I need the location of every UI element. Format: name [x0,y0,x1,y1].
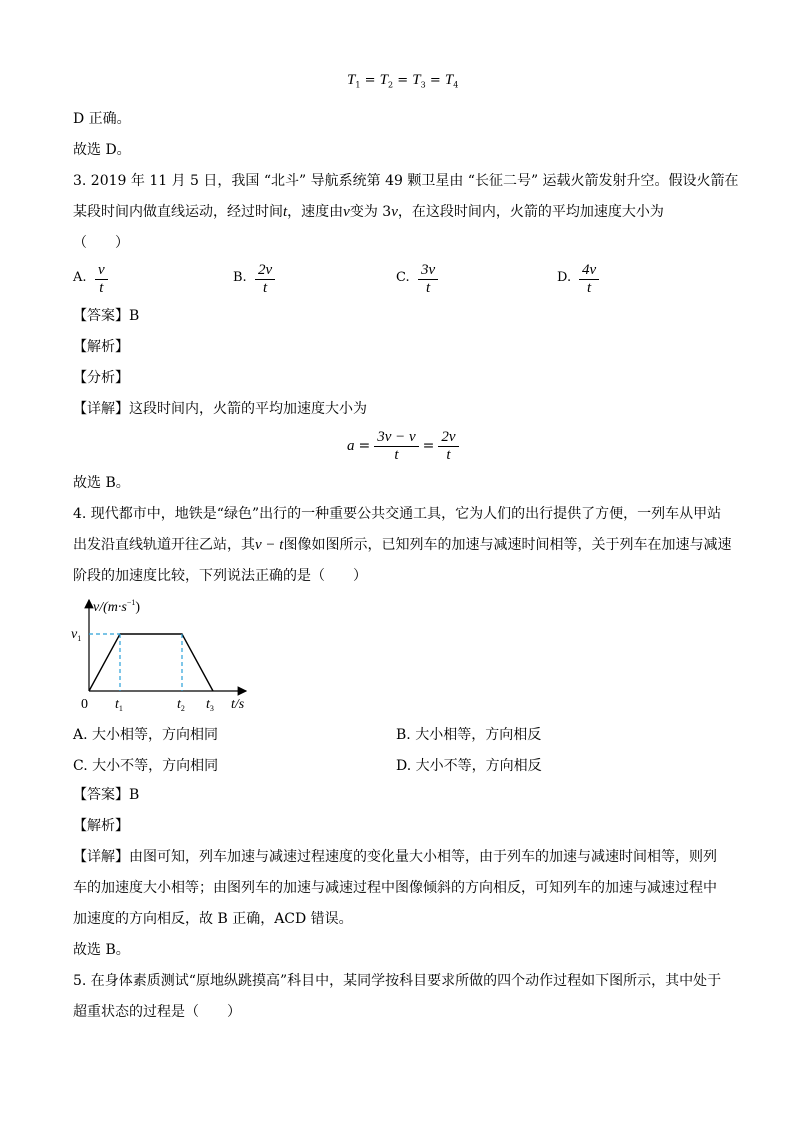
q3-formula [347,426,459,466]
frac-num: 3v [418,262,438,280]
q4-option-a [73,724,218,744]
frac-num: 2v [438,429,458,447]
t2-label [177,697,185,713]
formula-frac-1 [374,429,418,464]
formula-term: T [379,72,388,88]
formula-eq: = [429,73,441,88]
q2-choice: 故选 D。 [73,142,131,158]
formula-eq: = [364,73,376,88]
option-label: A. [73,727,88,743]
q4-option-b [396,724,541,744]
frac-den: t [446,446,451,463]
formula-term: T [412,72,421,88]
frac-num: 4v [579,262,599,280]
q2-conclusion-d: D 正确。 [73,111,131,127]
formula-sub: 3 [420,80,426,90]
y-axis-label-close: ) [135,600,141,615]
option-text: 大小不等，方向相同 [92,758,219,774]
option-label: C. [396,270,410,285]
vt-graph [68,594,258,716]
frac-den: t [99,280,104,296]
option-label: A. [73,270,87,285]
q3-stem-part: 变为 3 [349,204,392,220]
option-fraction [418,262,438,297]
t2-label-text: t [177,697,181,712]
option-label: B. [233,270,247,285]
formula-sub: 4 [453,80,459,90]
option-text: 大小不等，方向相反 [415,758,542,774]
option-label: B. [396,727,411,743]
t3-label-sub: 3 [209,704,214,713]
q3-analysis-heading: 【解析】 [73,339,129,355]
frac-num: 3v − v [374,429,418,447]
t3-label-text: t [206,697,210,712]
q5-stem-line2: 超重状态的过程是（ ） [73,1004,241,1020]
y-axis-label-exp: −1 [126,598,136,607]
t1-label-sub: 1 [118,704,123,713]
origin-label: 0 [81,697,88,712]
option-fraction [95,262,108,297]
q4-detail-line3: 加速度的方向相反，故 B 正确，ACD 错误。 [73,911,353,927]
formula-eq: = [397,73,409,88]
q3-conclusion: 故选 B。 [73,475,130,491]
q4-option-d [396,755,542,775]
frac-den: t [426,280,431,296]
q3-stem-line2 [73,203,664,221]
option-text: 大小相等，方向相同 [92,727,219,743]
v1-label-text: v [71,627,78,642]
formula-eq: = [358,438,371,454]
q4-analysis-heading: 【解析】 [73,818,129,834]
frac-den: t [263,280,268,296]
formula-sub: 1 [355,80,361,90]
velocity-curve [89,634,213,691]
v1-label-sub: 1 [77,634,82,643]
q4-stem-part: 出发沿直线轨道开往乙站，其 [73,537,255,553]
formula-eq: = [422,438,435,454]
option-label: D. [396,758,412,774]
v1-label [71,627,81,643]
var-v: v [343,204,350,220]
formula-sub: 2 [387,80,394,90]
var-v: v [391,204,398,220]
option-text: 大小相等，方向相反 [415,727,542,743]
t3-label [206,697,214,713]
q4-option-c [73,755,218,775]
y-axis-label [93,598,140,615]
q5-stem-line1: 5. 在身体素质测试“原地纵跳摸高”科目中，某同学按科目要求所做的四个动作过程如下图所示，其中处于 [73,973,722,989]
q4-conclusion: 故选 B。 [73,942,130,958]
y-axis-label-text: v/(m·s [93,600,127,615]
option-fraction [579,262,599,297]
t2-label-sub: 2 [180,704,185,713]
q4-answer: 【答案】B [73,787,140,803]
x-axis-label: t/s [231,697,245,712]
option-label: C. [73,758,88,774]
option-label: D. [557,270,572,285]
q4-detail-line1: 【详解】由图可知，列车加速与减速过程速度的变化量大小相等，由于列车的加速与减速时间相等，则列 [73,849,717,865]
q4-stem-line1: 4. 现代都市中，地铁是“绿色”出行的一种重要公共交通工具，它为人们的出行提供了方便，一列车从甲站 [73,506,722,522]
formula-term: T [347,72,356,88]
formula-a: a [347,437,355,454]
formula-term: T [444,72,454,88]
frac-den: t [587,280,592,296]
t1-label [115,697,123,713]
frac-den: t [394,446,399,463]
q4-stem-part: 图像如图所示，已知列车的加速与减速时间相等，关于列车在加速与减速 [283,537,732,553]
option-fraction [255,262,275,297]
var-vt: v − t [255,537,284,553]
q3-stem-part: ，速度由 [287,204,344,220]
q3-detail: 【详解】这段时间内，火箭的平均加速度大小为 [73,401,367,417]
q3-answer: 【答案】B [73,308,140,324]
t1-label-text: t [115,697,119,712]
frac-num: v [95,262,108,280]
q4-stem-line2 [73,536,731,554]
top-formula [347,72,458,90]
q3-stem-part: 某段时间内做直线运动，经过时间 [73,204,283,220]
var-t: t [283,204,288,220]
q4-detail-line2: 车的加速度大小相等；由图列车的加速与减速过程中图像倾斜的方向相反，可知列车的加速与减速过程中 [73,880,717,896]
q3-fenxi-heading: 【分析】 [73,370,129,386]
q3-stem-line1: 3. 2019 年 11 月 5 日，我国 “北斗” 导航系统第 49 颗卫星由 “长征二号” 运载火箭发射升空。假设火箭在 [73,173,739,189]
q3-paren: （ ） [73,235,129,251]
q4-stem-line3: 阶段的加速度比较，下列说法正确的是（ ） [73,568,367,584]
q3-stem-part: ，在这段时间内，火箭的平均加速度大小为 [397,204,664,220]
formula-frac-2 [438,429,458,464]
frac-num: 2v [255,262,275,280]
